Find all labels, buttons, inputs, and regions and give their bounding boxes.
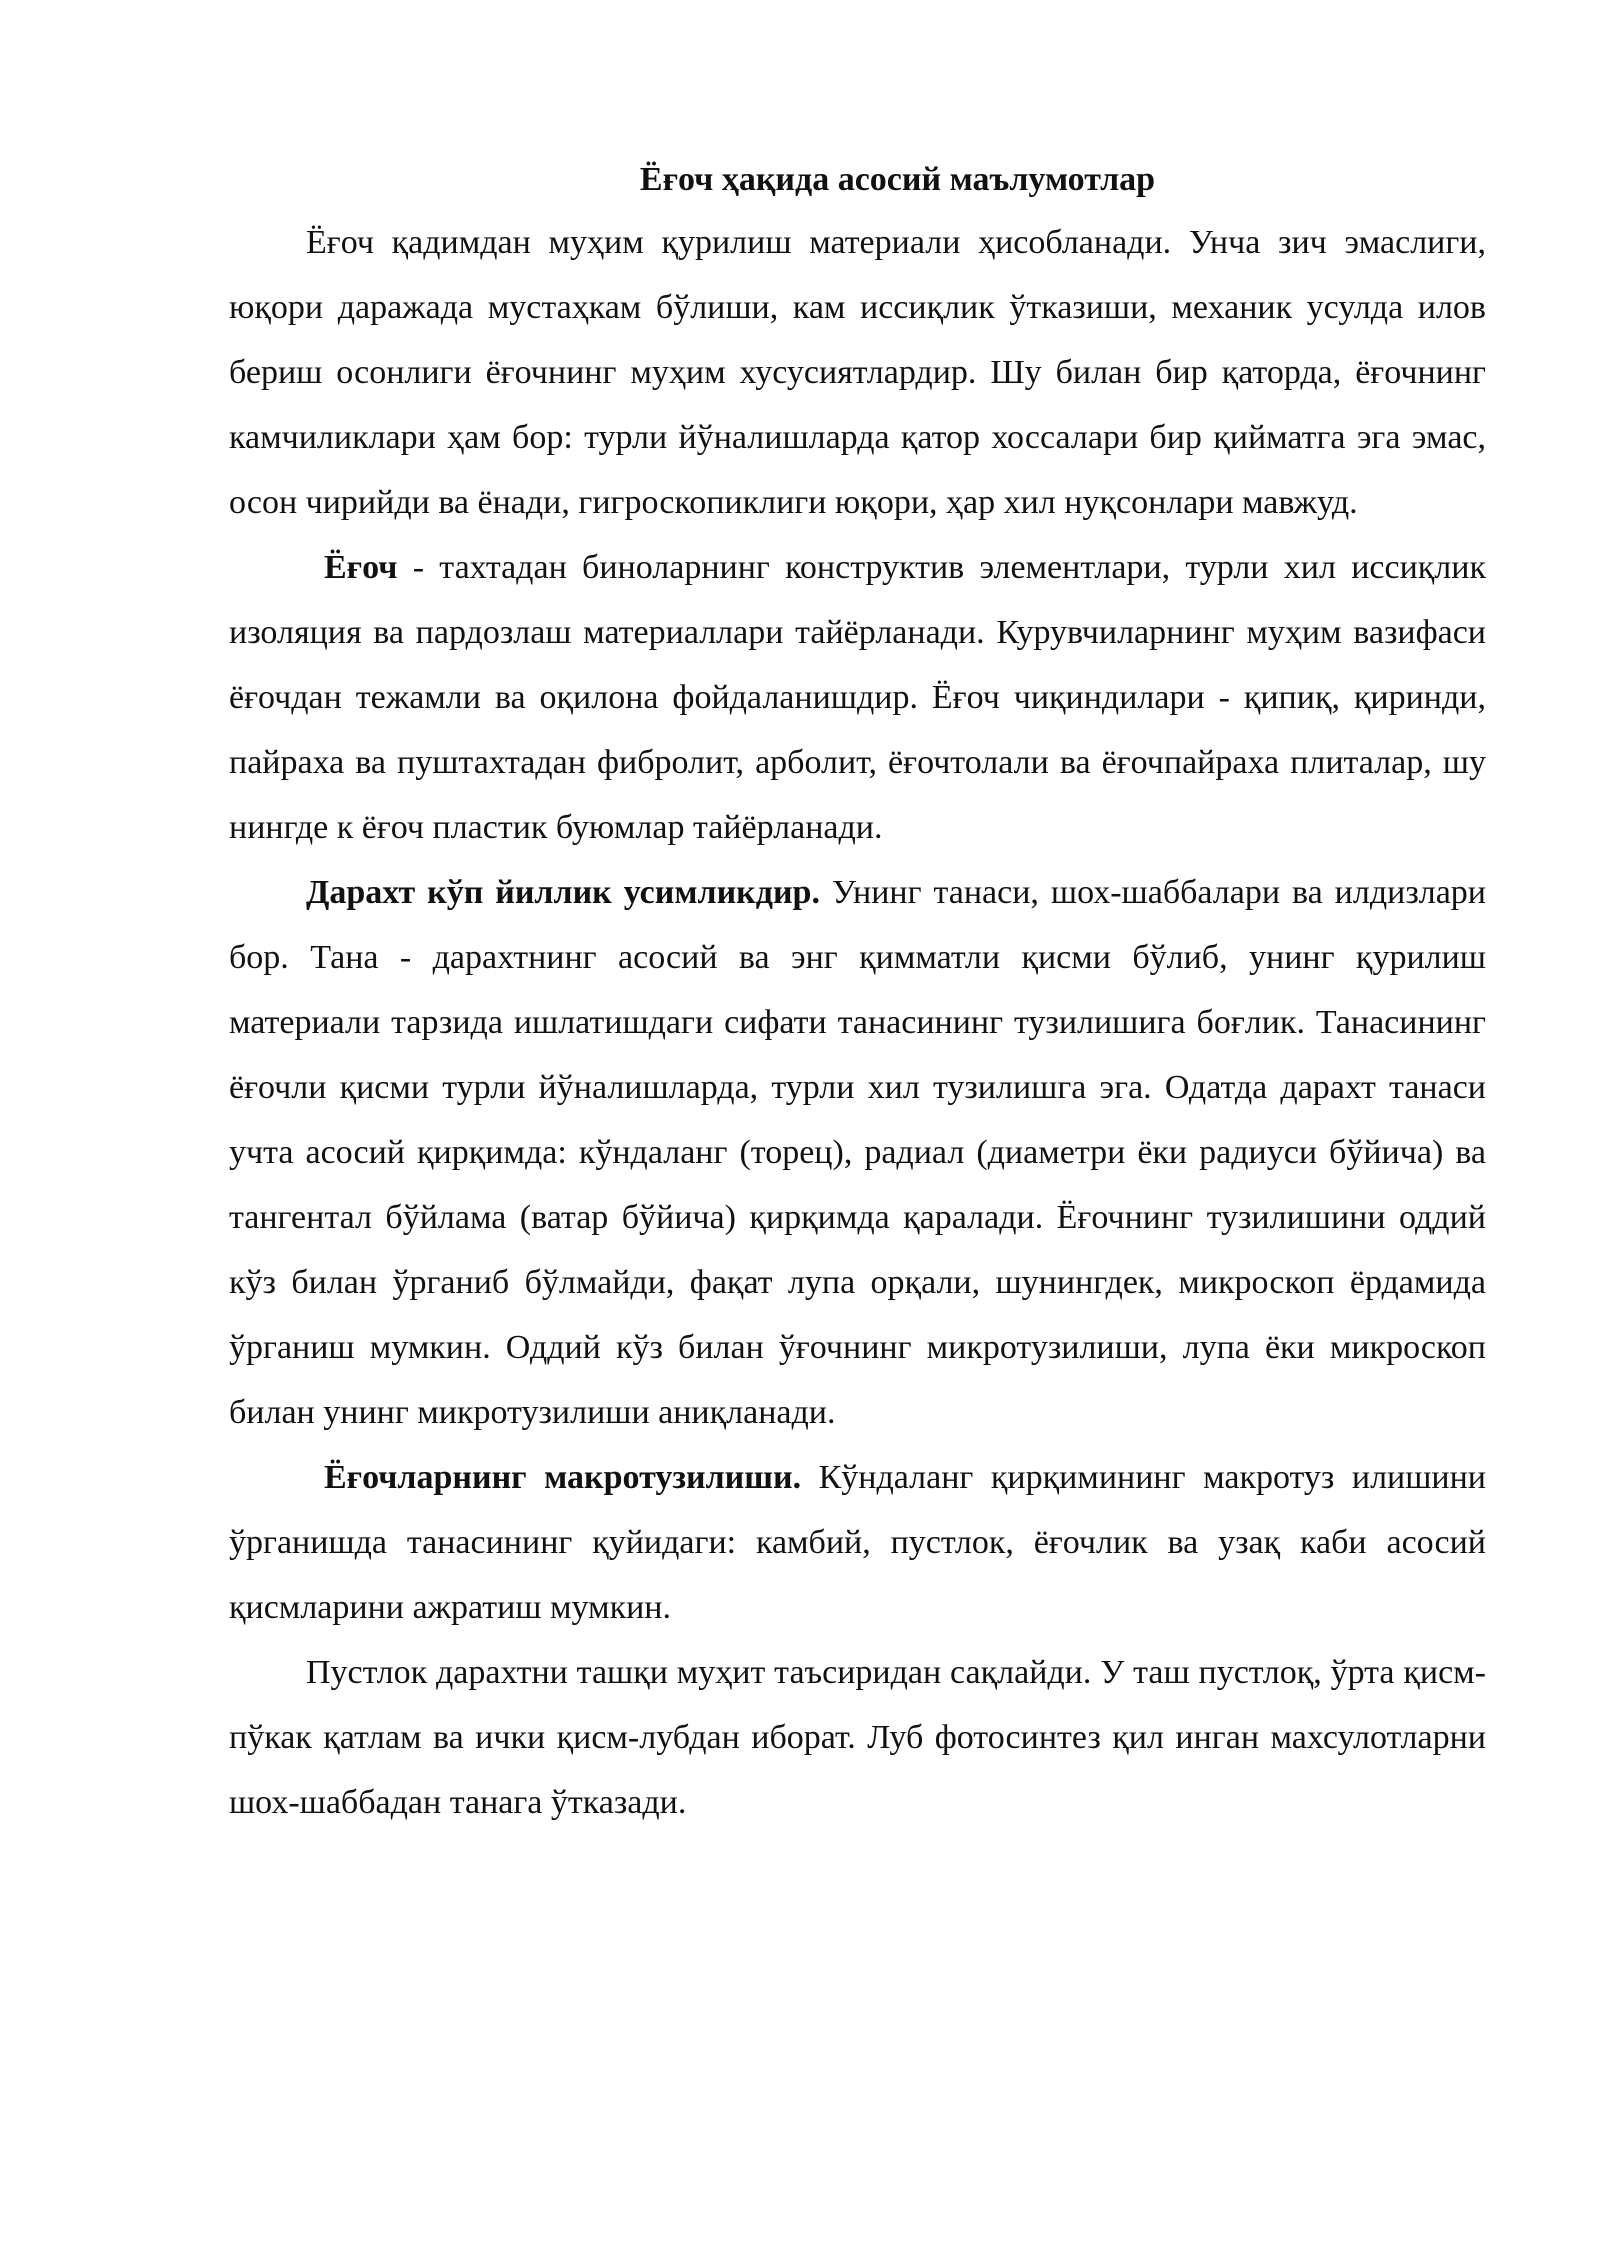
paragraph-wood-products [229, 535, 1486, 860]
paragraph-macrostructure [229, 1445, 1486, 1640]
paragraph-text: - тахтадан биноларнинг конструктив элементлари, турли хил иссиқлик изоляция ва пардозлаш материаллари тайёрланади. Курувчиларнинг муҳим вазифаси ёғочдан тежамли ва оқилона фойдаланишдир. Ёғоч чиқиндилари - қипиқ, қиринди, пайраха ва пуштахтадан фибролит, арболит, ёғочтолали ва ёғочпайраха плиталар, шу нингде к ёғоч пластик буюмлар тайёрланади. [229, 549, 1486, 846]
paragraph-intro [229, 210, 1486, 535]
paragraph-bold-lead: Дарахт кўп йиллик усимликдир. [306, 874, 820, 911]
paragraph-text: Кўндаланг қирқимининг макротуз илишини ўрганишда танасининг қуйидаги: камбий, пустлок, ёғочлик ва узақ каби асосий қисмларини ажратиш мумкин. [229, 1459, 1486, 1626]
paragraph-text: Ёғоч қадимдан муҳим қурилиш материали ҳисобланади. Унча зич эмаслиги, юқори даражада мустаҳкам бўлиши, кам иссиқлик ўтказиши, механик усулда илов бериш осонлиги ёғочнинг муҳим хусусиятлардир. Шу билан бир қаторда, ёғочнинг камчиликлари ҳам бор: турли йўналишларда қатор хоссалари бир қийматга эга эмас, осон чирийди ва ёнади, гигроскопиклиги юқори, ҳар хил нуқсонлари мавжуд. [229, 224, 1486, 521]
paragraph-bark [229, 1640, 1486, 1835]
document-body [229, 150, 1486, 1835]
paragraph-text: Пустлок дарахтни ташқи муҳит таъсиридан сақлайди. У таш пустлоқ, ўрта қисм-пўкак қатлам ва ички қисм-лубдан иборат. Луб фотосинтез қил инган махсулотларни шох-шаббадан танага ўтказади. [229, 1654, 1486, 1821]
paragraph-bold-lead: Ёғоч [324, 549, 398, 586]
paragraph-tree-structure [229, 860, 1486, 1445]
paragraph-text: Унинг танаси, шох-шаббалари ва илдизлари бор. Тана - дарахтнинг асосий ва энг қимматли қисми бўлиб, унинг қурилиш материали тарзида ишлатишдаги сифати танасининг тузилишига боғлик. Танасининг ёғочли қисми турли йўналишларда, турли хил тузилишга эга. Одатда дарахт танаси учта асосий қирқимда: кўндаланг (торец), радиал (диаметри ёки радиуси бўйича) ва тангентал бўйлама (ватар бўйича) қирқимда қаралади. Ёғочнинг тузилишини оддий кўз билан ўрганиб бўлмайди, фақат лупа орқали, шунингдек, микроскоп ёрдамида ўрганиш мумкин. Оддий кўз билан ўғочнинг микротузилиши, лупа ёки микроскоп билан унинг микротузилиши аниқланади. [229, 874, 1486, 1431]
document-title: Ёғоч ҳақида асосий маълумотлар [639, 161, 1156, 198]
paragraph-bold-lead: Ёғочларнинг макротузилиши. [324, 1459, 802, 1496]
